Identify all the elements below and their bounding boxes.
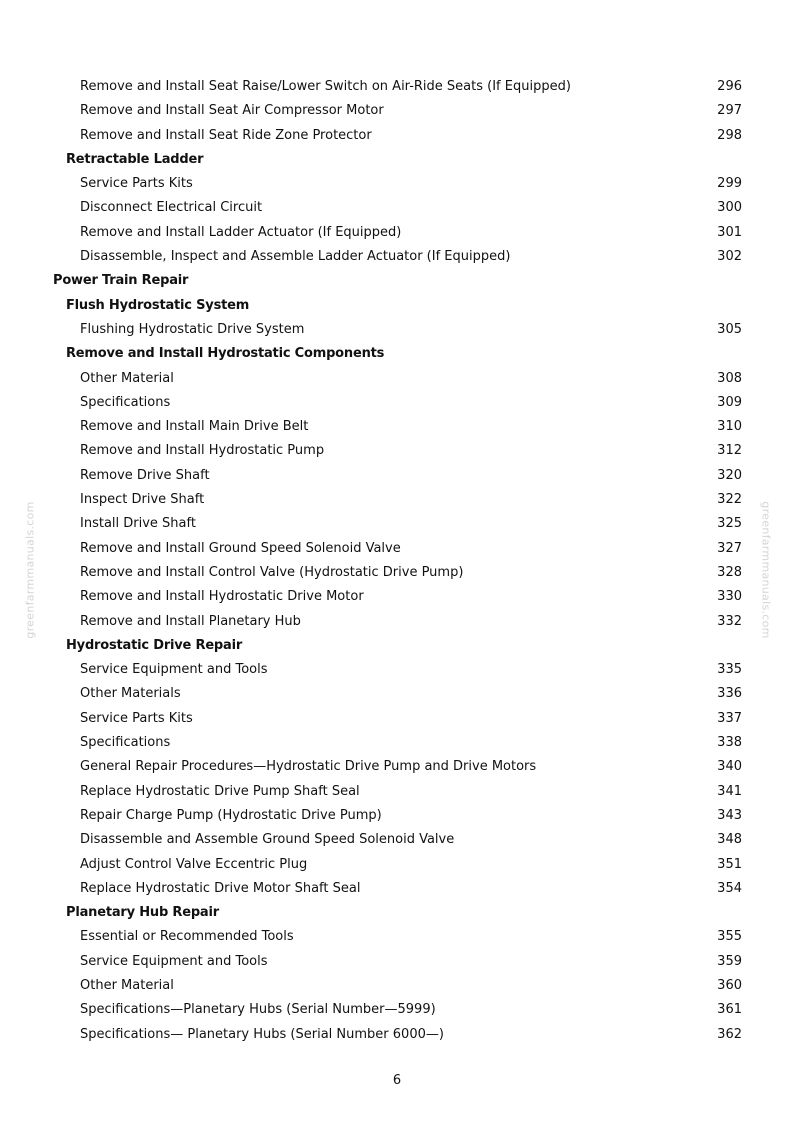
toc-entry-title: Remove and Install Ladder Actuator (If Equipped) [80, 224, 402, 240]
toc-entry-page: 338 [717, 735, 742, 751]
toc-entry-title: Other Material [80, 977, 174, 993]
toc-entry[interactable] [0, 804, 794, 828]
toc-entry-page: 330 [717, 589, 742, 605]
toc-entry[interactable] [0, 75, 794, 99]
toc-entry[interactable] [0, 610, 794, 634]
toc-entry-page: 354 [717, 880, 742, 896]
toc-entry-title: Remove and Install Control Valve (Hydrostatic Drive Pump) [80, 564, 464, 580]
toc-entry-page: 309 [717, 394, 742, 410]
toc-entry-page: 362 [717, 1026, 742, 1042]
toc-entry-title: Power Train Repair [53, 273, 189, 289]
toc-entry-title: Remove and Install Seat Air Compressor Motor [80, 103, 384, 119]
toc-entry[interactable] [0, 707, 794, 731]
watermark-right: greenfarmmanuals.com [759, 501, 773, 639]
toc-entry-page: 332 [717, 613, 742, 629]
toc-entry-title: General Repair Procedures—Hydrostatic Drive Pump and Drive Motors [80, 759, 537, 775]
toc-entry-title: Remove and Install Planetary Hub [80, 613, 301, 629]
toc-entry[interactable] [0, 1023, 794, 1047]
toc-entry[interactable] [0, 391, 794, 415]
toc-entry[interactable] [0, 464, 794, 488]
toc-entry-page: 328 [717, 564, 742, 580]
toc-entry-title: Replace Hydrostatic Drive Motor Shaft Seal [80, 880, 361, 896]
watermark-left: greenfarmmanuals.com [23, 501, 37, 639]
toc-entry-title: Retractable Ladder [66, 151, 204, 167]
toc-entry-title: Disassemble and Assemble Ground Speed Solenoid Valve [80, 832, 455, 848]
toc-entry[interactable] [0, 245, 794, 269]
toc-entry-title: Remove and Install Main Drive Belt [80, 419, 309, 435]
toc-entry-page: 325 [717, 516, 742, 532]
toc-entry-title: Remove and Install Hydrostatic Pump [80, 443, 325, 459]
toc-entry-page: 312 [717, 443, 742, 459]
toc-entry[interactable] [0, 585, 794, 609]
toc-entry-title: Flush Hydrostatic System [66, 297, 250, 313]
toc-entry[interactable] [0, 877, 794, 901]
toc-entry-page: 320 [717, 467, 742, 483]
toc-entry-title: Service Parts Kits [80, 710, 193, 726]
toc-entry[interactable] [0, 974, 794, 998]
table-of-contents [0, 75, 794, 1047]
toc-entry[interactable] [0, 196, 794, 220]
toc-heading[interactable] [0, 294, 794, 318]
toc-entry-title: Hydrostatic Drive Repair [66, 637, 243, 653]
toc-entry[interactable] [0, 512, 794, 536]
toc-entry-title: Specifications [80, 394, 171, 410]
toc-entry[interactable] [0, 950, 794, 974]
toc-entry-title: Remove and Install Hydrostatic Components [66, 346, 385, 362]
toc-heading[interactable] [0, 342, 794, 366]
toc-entry-title: Specifications [80, 735, 171, 751]
toc-entry-page: 297 [717, 103, 742, 119]
toc-entry[interactable] [0, 415, 794, 439]
toc-entry[interactable] [0, 731, 794, 755]
toc-heading[interactable] [0, 269, 794, 293]
toc-entry[interactable] [0, 439, 794, 463]
toc-entry-page: 360 [717, 977, 742, 993]
toc-entry-title: Remove Drive Shaft [80, 467, 210, 483]
toc-entry-title: Flushing Hydrostatic Drive System [80, 321, 305, 337]
toc-entry-title: Essential or Recommended Tools [80, 929, 294, 945]
toc-entry-page: 340 [717, 759, 742, 775]
toc-entry-page: 305 [717, 321, 742, 337]
toc-entry[interactable] [0, 221, 794, 245]
toc-entry-title: Service Parts Kits [80, 176, 193, 192]
toc-entry[interactable] [0, 780, 794, 804]
toc-entry-page: 308 [717, 370, 742, 386]
toc-entry[interactable] [0, 172, 794, 196]
toc-entry[interactable] [0, 755, 794, 779]
toc-entry-title: Remove and Install Ground Speed Solenoid Valve [80, 540, 401, 556]
toc-entry-title: Service Equipment and Tools [80, 953, 268, 969]
page-number: 6 [392, 1073, 402, 1088]
toc-entry-page: 355 [717, 929, 742, 945]
toc-entry[interactable] [0, 561, 794, 585]
toc-entry-title: Other Materials [80, 686, 181, 702]
toc-entry-title: Other Material [80, 370, 174, 386]
toc-entry-page: 348 [717, 832, 742, 848]
toc-entry-title: Install Drive Shaft [80, 516, 196, 532]
toc-entry-page: 310 [717, 419, 742, 435]
toc-entry-title: Remove and Install Seat Raise/Lower Switch on Air-Ride Seats (If Equipped) [80, 79, 571, 94]
toc-entry-title: Service Equipment and Tools [80, 662, 268, 678]
toc-heading[interactable] [0, 634, 794, 658]
toc-entry-page: 361 [717, 1002, 742, 1018]
toc-entry-page: 341 [717, 783, 742, 799]
toc-entry-page: 322 [717, 492, 742, 508]
toc-entry-page: 302 [717, 249, 742, 265]
toc-entry-page: 296 [717, 79, 742, 94]
toc-entry-page: 300 [717, 200, 742, 216]
toc-entry-title: Remove and Install Seat Ride Zone Protector [80, 127, 372, 143]
toc-entry[interactable] [0, 828, 794, 852]
toc-entry-title: Inspect Drive Shaft [80, 492, 205, 508]
toc-entry-title: Repair Charge Pump (Hydrostatic Drive Pump) [80, 807, 382, 823]
toc-entry-title: Replace Hydrostatic Drive Pump Shaft Seal [80, 783, 360, 799]
toc-entry-page: 359 [717, 953, 742, 969]
toc-entry-title: Remove and Install Hydrostatic Drive Motor [80, 589, 364, 605]
toc-entry[interactable] [0, 853, 794, 877]
toc-entry[interactable] [0, 367, 794, 391]
toc-heading[interactable] [0, 148, 794, 172]
toc-entry-page: 336 [717, 686, 742, 702]
toc-entry-title: Adjust Control Valve Eccentric Plug [80, 856, 308, 872]
toc-entry[interactable] [0, 658, 794, 682]
toc-entry[interactable] [0, 998, 794, 1022]
toc-entry-page: 298 [717, 127, 742, 143]
toc-entry[interactable] [0, 925, 794, 949]
toc-entry-title: Disassemble, Inspect and Assemble Ladder Actuator (If Equipped) [80, 249, 511, 265]
toc-entry-page: 299 [717, 176, 742, 192]
toc-entry[interactable] [0, 682, 794, 706]
toc-entry[interactable] [0, 124, 794, 148]
toc-entry-page: 343 [717, 807, 742, 823]
toc-entry-title: Specifications—Planetary Hubs (Serial Number—5999) [80, 1002, 436, 1018]
toc-entry-page: 301 [717, 224, 742, 240]
toc-entry[interactable] [0, 318, 794, 342]
toc-entry[interactable] [0, 99, 794, 123]
toc-entry-title: Planetary Hub Repair [66, 905, 219, 921]
toc-entry-title: Disconnect Electrical Circuit [80, 200, 263, 216]
toc-entry-title: Specifications— Planetary Hubs (Serial Number 6000—) [80, 1026, 444, 1042]
toc-entry-page: 335 [717, 662, 742, 678]
toc-entry-page: 337 [717, 710, 742, 726]
toc-heading[interactable] [0, 901, 794, 925]
toc-entry[interactable] [0, 488, 794, 512]
toc-entry[interactable] [0, 537, 794, 561]
toc-entry-page: 327 [717, 540, 742, 556]
toc-entry-page: 351 [717, 856, 742, 872]
